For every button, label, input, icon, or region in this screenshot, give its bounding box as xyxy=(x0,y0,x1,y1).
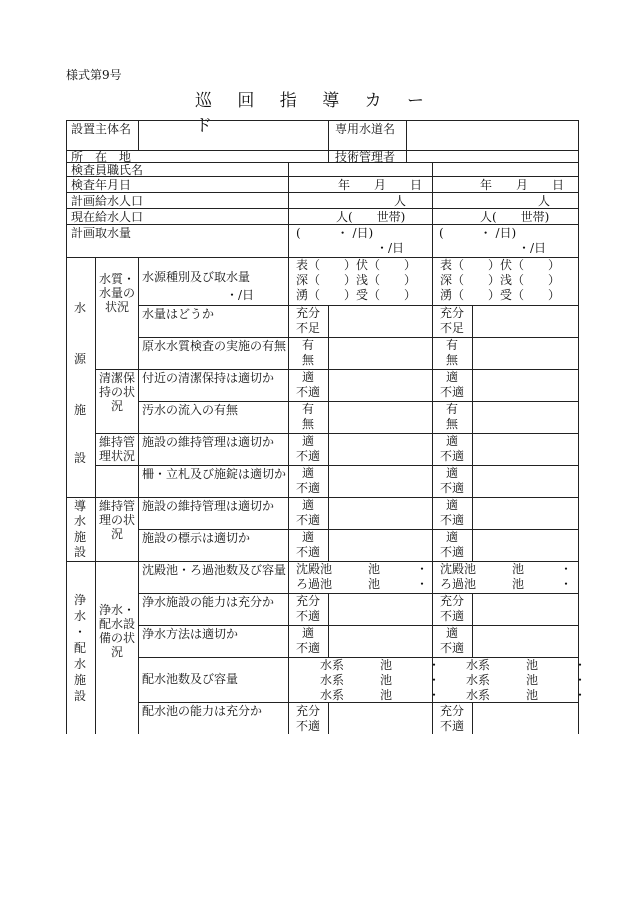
group-suigen-char-3: 施 xyxy=(74,403,87,417)
item-iji-kanri: 施設の維持管理は適切か xyxy=(142,435,275,449)
answer-b-futeki-6: 不適 xyxy=(440,609,465,623)
answer-b-teki-6: 適 xyxy=(446,626,459,640)
senyo-label: 専用水道名 xyxy=(335,122,396,136)
answer-b-suikei-1: 水系 池 ・ xyxy=(466,658,587,672)
answer-b-teki-4: 適 xyxy=(446,498,459,512)
form-title: 巡 回 指 導 カ ー ド xyxy=(195,91,435,136)
answer-a-ari: 有 xyxy=(302,338,315,352)
answer-b-teki-2: 適 xyxy=(446,434,459,448)
answer-b-futeki-2: 不適 xyxy=(440,449,465,463)
answer-a-nashi-2: 無 xyxy=(302,417,315,431)
group-josui-char-3: ・ xyxy=(74,625,87,639)
group-suigen-char-2: 源 xyxy=(74,352,87,366)
answer-a-nashi: 無 xyxy=(302,353,315,367)
genzai-label: 現在給水人口 xyxy=(71,210,144,224)
answer-a-futeki-2: 不適 xyxy=(296,449,321,463)
item-dosui-iji-kanri: 施設の維持管理は適切か xyxy=(142,499,275,513)
answer-b-futeki-8: 不適 xyxy=(440,719,465,733)
item-josui-noryoku: 浄水施設の能力は充分か xyxy=(142,595,275,609)
answer-b-juubun-2: 充分 xyxy=(440,594,465,608)
answer-b-teki-1: 適 xyxy=(446,370,459,384)
answer-a-juubun: 充分 xyxy=(296,306,321,320)
item-suigen-unit: ・/日 xyxy=(226,288,255,302)
answer-a-suikei-2: 水系 池 ・ xyxy=(320,673,441,687)
form-number: 様式第9号 xyxy=(66,68,122,82)
answer-b-teki-3: 適 xyxy=(446,466,459,480)
answer-b-spring: 湧（ ）受（ ） xyxy=(440,288,561,302)
gijutsu-label: 技術管理者 xyxy=(335,150,396,164)
date-value-a: 年 月 日 xyxy=(338,178,423,192)
group-josui-char-4: 配 xyxy=(74,641,87,655)
answer-a-teki-2: 適 xyxy=(302,434,315,448)
answer-a-futeki-8: 不適 xyxy=(296,719,321,733)
shusui-value-b-2: ・/日 xyxy=(518,241,547,255)
answer-b-chinden-2: ろ過池 池 ・ xyxy=(440,577,573,591)
answer-a-chinden-2: ろ過池 池 ・ xyxy=(296,577,429,591)
nin-value-a: 人 xyxy=(394,194,407,208)
answer-a-chinden-1: 沈殿池 池 ・ xyxy=(296,562,429,576)
group-josui-char-7: 設 xyxy=(74,689,87,703)
answer-b-juubun-3: 充分 xyxy=(440,704,465,718)
answer-a-futeki-3: 不適 xyxy=(296,481,321,495)
answer-b-futeki-1: 不適 xyxy=(440,385,465,399)
answer-a-ari-2: 有 xyxy=(302,402,315,416)
group-josui-char-6: 施 xyxy=(74,673,87,687)
answer-b-juubun: 充分 xyxy=(440,306,465,320)
setchi-label: 設置主体名 xyxy=(71,122,132,136)
group-suigen-char-4: 設 xyxy=(74,451,87,465)
answer-a-deep: 深（ ）浅（ ） xyxy=(296,273,417,287)
item-suigen-shurui: 水源種別及び取水量 xyxy=(142,270,251,284)
item-hyoji: 施設の標示は適切か xyxy=(142,531,251,545)
subgroup-dosui-iji: 維持管理の状況 xyxy=(98,499,135,541)
keikaku-label: 計画給水人口 xyxy=(71,194,144,208)
shusui-value-a-2: ・/日 xyxy=(376,241,405,255)
group-dosui-char-1: 導 xyxy=(74,499,87,513)
inspection-form-table xyxy=(66,120,587,734)
answer-b-fusoku: 不足 xyxy=(440,321,465,335)
answer-a-fusoku: 不足 xyxy=(296,321,321,335)
answer-b-suikei-2: 水系 池 ・ xyxy=(466,673,587,687)
group-dosui-char-2: 水 xyxy=(74,514,87,528)
answer-a-surface: 表（ ）伏（ ） xyxy=(296,258,417,272)
answer-b-teki-5: 適 xyxy=(446,530,459,544)
answer-a-teki-4: 適 xyxy=(302,498,315,512)
answer-b-futeki-5: 不適 xyxy=(440,545,465,559)
item-suiryo: 水量はどうか xyxy=(142,307,215,321)
item-haisui-noryoku: 配水池の能力は充分か xyxy=(142,704,263,718)
group-josui-char-2: 水 xyxy=(74,609,87,623)
date-value-b: 年 月 日 xyxy=(480,178,565,192)
item-fukin: 付近の清潔保持は適切か xyxy=(142,371,275,385)
item-saku: 柵・立札及び施錠は適切か xyxy=(142,467,287,481)
answer-a-teki-6: 適 xyxy=(302,626,315,640)
subgroup-seiketsu: 清潔保持の状況 xyxy=(98,371,135,413)
item-haisuichi: 配水池数及び容量 xyxy=(142,672,239,686)
answer-b-deep: 深（ ）浅（ ） xyxy=(440,273,561,287)
answer-b-nashi-2: 無 xyxy=(446,417,459,431)
answer-a-futeki-4: 不適 xyxy=(296,513,321,527)
subgroup-suishitsu: 水質・水量の状況 xyxy=(98,272,135,314)
answer-b-surface: 表（ ）伏（ ） xyxy=(440,258,561,272)
subgroup-iji: 維持管理状況 xyxy=(98,435,135,463)
item-chinden: 沈殿池・ろ過池数及び容量 xyxy=(142,563,287,577)
group-josui-char-1: 浄 xyxy=(74,593,87,607)
kensain-label: 検査員職氏名 xyxy=(71,163,144,177)
answer-a-spring: 湧（ ）受（ ） xyxy=(296,288,417,302)
genzai-value-b: 人( 世帯) xyxy=(480,210,550,224)
answer-a-futeki-7: 不適 xyxy=(296,641,321,655)
answer-b-futeki-4: 不適 xyxy=(440,513,465,527)
answer-b-ari-2: 有 xyxy=(446,402,459,416)
answer-a-futeki-1: 不適 xyxy=(296,385,321,399)
answer-a-futeki-5: 不適 xyxy=(296,545,321,559)
answer-a-suikei-1: 水系 池 ・ xyxy=(320,658,441,672)
answer-a-juubun-2: 充分 xyxy=(296,594,321,608)
shusui-value-a-1: ( ・ /日) xyxy=(296,226,374,240)
group-dosui-char-3: 施 xyxy=(74,530,87,544)
subgroup-josui: 浄水・配水設備の状況 xyxy=(98,603,135,659)
item-gensui: 原水水質検査の実施の有無 xyxy=(142,339,287,353)
answer-b-suikei-3: 水系 池 ・ xyxy=(466,688,587,702)
genzai-value-a: 人( 世帯) xyxy=(336,210,406,224)
answer-b-futeki-7: 不適 xyxy=(440,641,465,655)
group-suigen-char-1: 水 xyxy=(74,301,87,315)
nin-value-b: 人 xyxy=(538,194,551,208)
answer-a-suikei-3: 水系 池 ・ xyxy=(320,688,441,702)
kensa-date-label: 検査年月日 xyxy=(71,178,132,192)
answer-a-teki-3: 適 xyxy=(302,466,315,480)
answer-a-teki-1: 適 xyxy=(302,370,315,384)
answer-b-chinden-1: 沈殿池 池 ・ xyxy=(440,562,573,576)
group-dosui-char-4: 設 xyxy=(74,545,87,559)
answer-b-nashi: 無 xyxy=(446,353,459,367)
group-josui-char-5: 水 xyxy=(74,657,87,671)
answer-a-juubun-3: 充分 xyxy=(296,704,321,718)
shozai-label: 所 在 地 xyxy=(71,150,132,164)
item-josui-hoho: 浄水方法は適切か xyxy=(142,627,239,641)
answer-b-ari: 有 xyxy=(446,338,459,352)
item-osui: 汚水の流入の有無 xyxy=(142,403,239,417)
answer-a-teki-5: 適 xyxy=(302,530,315,544)
answer-a-futeki-6: 不適 xyxy=(296,609,321,623)
shusui-value-b-1: ( ・ /日) xyxy=(439,226,517,240)
shusui-label: 計画取水量 xyxy=(71,226,132,240)
answer-b-futeki-3: 不適 xyxy=(440,481,465,495)
